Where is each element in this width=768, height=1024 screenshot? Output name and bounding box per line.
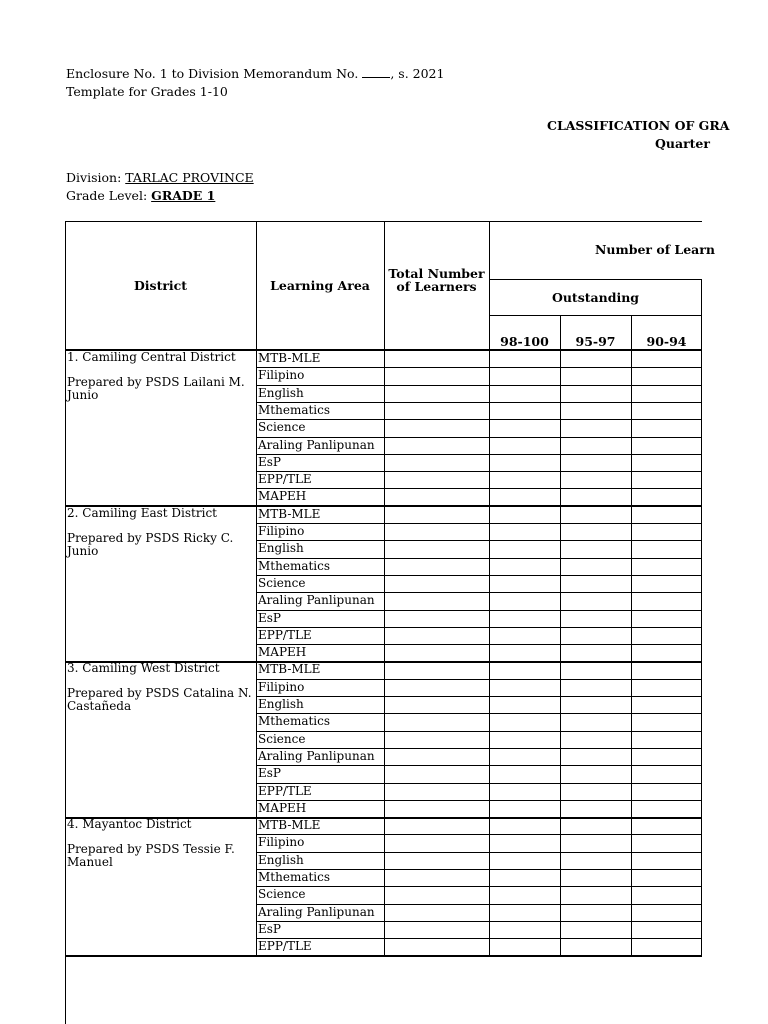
total-learners-cell[interactable]: [384, 748, 489, 765]
total-learners-cell[interactable]: [384, 817, 489, 834]
district-cell: [67, 818, 252, 869]
learning-area-cell: Science: [258, 420, 306, 435]
range-count-cell[interactable]: [489, 852, 560, 869]
total-learners-cell[interactable]: [384, 575, 489, 592]
range-count-cell[interactable]: [560, 488, 631, 505]
learning-area-cell: Mthematics: [258, 402, 331, 417]
range-count-cell[interactable]: [631, 575, 702, 592]
range-count-cell[interactable]: [489, 644, 560, 661]
total-learners-cell[interactable]: [384, 852, 489, 869]
learning-area-cell: English: [258, 852, 304, 867]
range-count-cell[interactable]: [560, 350, 631, 367]
learning-area-cell: EPP/TLE: [258, 783, 312, 798]
range-count-cell[interactable]: [631, 610, 702, 627]
district-cell: [67, 507, 252, 558]
district-cell: [67, 662, 252, 713]
total-learners-cell[interactable]: [384, 886, 489, 903]
column-divider-range-3: [701, 279, 702, 956]
district-name: 2. Camiling East District: [67, 505, 217, 520]
range-count-cell[interactable]: [489, 506, 560, 523]
total-learners-cell[interactable]: [384, 454, 489, 471]
column-header-learning-area: Learning Area: [270, 278, 370, 293]
range-count-cell[interactable]: [631, 661, 702, 678]
range-count-cell[interactable]: [631, 350, 702, 367]
total-learners-cell[interactable]: [384, 437, 489, 454]
total-learners-cell[interactable]: [384, 610, 489, 627]
range-header-2: 95-97: [575, 334, 616, 349]
range-header-3: 90-94: [646, 334, 687, 349]
range-count-cell[interactable]: [560, 506, 631, 523]
range-count-cell[interactable]: [489, 904, 560, 921]
total-learners-cell[interactable]: [384, 834, 489, 851]
learning-area-cell: Science: [258, 731, 306, 746]
range-count-cell[interactable]: [631, 817, 702, 834]
learning-area-cell: EPP/TLE: [258, 939, 312, 954]
total-learners-cell[interactable]: [384, 713, 489, 730]
range-count-cell[interactable]: [631, 592, 702, 609]
range-count-cell[interactable]: [631, 852, 702, 869]
division-line: [66, 170, 254, 185]
range-count-cell[interactable]: [631, 679, 702, 696]
range-count-cell[interactable]: [631, 644, 702, 661]
range-count-cell[interactable]: [560, 765, 631, 782]
total-learners-cell[interactable]: [384, 506, 489, 523]
range-count-cell[interactable]: [631, 419, 702, 436]
total-learners-cell[interactable]: [384, 679, 489, 696]
range-count-cell[interactable]: [560, 783, 631, 800]
range-count-cell[interactable]: [560, 644, 631, 661]
range-count-cell[interactable]: [631, 437, 702, 454]
range-count-cell[interactable]: [631, 488, 702, 505]
range-count-cell[interactable]: [489, 679, 560, 696]
range-count-cell[interactable]: [560, 627, 631, 644]
range-count-cell[interactable]: [631, 402, 702, 419]
range-count-cell[interactable]: [631, 765, 702, 782]
template-line: Template for Grades 1-10: [66, 84, 228, 99]
range-count-cell[interactable]: [560, 385, 631, 402]
range-count-cell[interactable]: [560, 886, 631, 903]
range-count-cell[interactable]: [631, 904, 702, 921]
range-count-cell[interactable]: [489, 437, 560, 454]
column-divider-district: [256, 221, 257, 956]
range-count-cell[interactable]: [560, 402, 631, 419]
range-count-cell[interactable]: [489, 713, 560, 730]
group-header-divider: [489, 279, 702, 280]
learning-area-cell: Filipino: [258, 368, 305, 383]
range-count-cell[interactable]: [489, 869, 560, 886]
learning-area-cell: MAPEH: [258, 489, 307, 504]
range-count-cell[interactable]: [489, 921, 560, 938]
district-prepared-by: Prepared by PSDS Lailani M. Junio: [67, 375, 245, 402]
column-header-total: Total Number of Learners: [388, 266, 485, 294]
range-count-cell[interactable]: [489, 592, 560, 609]
range-count-cell[interactable]: [560, 921, 631, 938]
learning-area-cell: EsP: [258, 454, 281, 469]
range-count-cell[interactable]: [631, 886, 702, 903]
range-count-cell[interactable]: [560, 540, 631, 557]
total-learners-cell[interactable]: [384, 869, 489, 886]
range-count-cell[interactable]: [489, 610, 560, 627]
range-count-cell[interactable]: [631, 938, 702, 955]
range-header-1: 98-100: [500, 334, 549, 349]
learning-area-cell: EPP/TLE: [258, 627, 312, 642]
division-value: TARLAC PROVINCE: [125, 170, 254, 185]
range-count-cell[interactable]: [560, 869, 631, 886]
range-count-cell[interactable]: [489, 402, 560, 419]
range-count-cell[interactable]: [631, 783, 702, 800]
report-subtitle: Quarter: [655, 136, 710, 151]
range-count-cell[interactable]: [489, 765, 560, 782]
range-count-cell[interactable]: [489, 385, 560, 402]
district-prepared-by: Prepared by PSDS Tessie F. Manuel: [67, 842, 235, 870]
total-learners-cell[interactable]: [384, 661, 489, 678]
grade-value: GRADE 1: [151, 188, 216, 203]
learning-area-cell: Mthematics: [258, 558, 331, 573]
range-count-cell[interactable]: [560, 592, 631, 609]
learning-area-cell: Science: [258, 575, 306, 590]
grade-line: [66, 188, 215, 203]
range-count-cell[interactable]: [489, 558, 560, 575]
range-count-cell[interactable]: [631, 748, 702, 765]
total-learners-cell[interactable]: [384, 592, 489, 609]
range-count-cell[interactable]: [489, 523, 560, 540]
learning-area-cell: MAPEH: [258, 800, 307, 815]
range-count-cell[interactable]: [489, 661, 560, 678]
learning-area-cell: Filipino: [258, 835, 305, 850]
district-prepared-by: Prepared by PSDS Catalina N. Castañeda: [67, 686, 252, 714]
range-count-cell[interactable]: [489, 575, 560, 592]
enclosure-suffix: , s. 2021: [390, 66, 445, 81]
range-count-cell[interactable]: [631, 921, 702, 938]
total-learners-cell[interactable]: [384, 402, 489, 419]
range-count-cell[interactable]: [631, 506, 702, 523]
range-count-cell[interactable]: [631, 869, 702, 886]
sub-header-divider: [489, 315, 702, 316]
range-count-cell[interactable]: [631, 558, 702, 575]
column-divider-range-2: [631, 315, 632, 956]
range-count-cell[interactable]: [560, 661, 631, 678]
range-count-cell[interactable]: [560, 558, 631, 575]
table-left-border: [65, 221, 66, 1024]
district-prepared-by: Prepared by PSDS Ricky C. Junio: [67, 530, 234, 558]
column-divider-learning-area: [384, 221, 385, 956]
enclosure-prefix: Enclosure No. 1 to Division Memorandum No.: [66, 66, 359, 81]
range-count-cell[interactable]: [560, 834, 631, 851]
range-count-cell[interactable]: [631, 454, 702, 471]
range-count-cell[interactable]: [560, 731, 631, 748]
range-count-cell[interactable]: [489, 540, 560, 557]
range-count-cell[interactable]: [560, 800, 631, 817]
total-learners-cell[interactable]: [384, 488, 489, 505]
range-count-cell[interactable]: [631, 696, 702, 713]
total-learners-cell[interactable]: [384, 558, 489, 575]
range-count-cell[interactable]: [560, 713, 631, 730]
column-divider-total: [489, 221, 490, 956]
range-count-cell[interactable]: [560, 575, 631, 592]
report-title: CLASSIFICATION OF GRA: [547, 118, 730, 133]
range-count-cell[interactable]: [631, 731, 702, 748]
range-count-cell[interactable]: [489, 783, 560, 800]
range-count-cell[interactable]: [489, 800, 560, 817]
learning-area-cell: Araling Panlipunan: [258, 904, 375, 919]
group-header-number-of-learners: Number of Learn: [595, 241, 715, 257]
range-count-cell[interactable]: [489, 731, 560, 748]
learning-area-cell: Araling Panlipunan: [258, 748, 375, 763]
range-count-cell[interactable]: [489, 488, 560, 505]
range-count-cell[interactable]: [631, 627, 702, 644]
range-count-cell[interactable]: [560, 696, 631, 713]
range-count-cell[interactable]: [560, 679, 631, 696]
learning-area-cell: Mthematics: [258, 870, 331, 884]
total-learners-cell[interactable]: [384, 938, 489, 955]
grade-label: Grade Level:: [66, 188, 148, 203]
range-count-cell[interactable]: [489, 454, 560, 471]
learning-area-cell: Science: [258, 887, 306, 902]
range-count-cell[interactable]: [560, 748, 631, 765]
total-learners-cell[interactable]: [384, 904, 489, 921]
range-count-cell[interactable]: [631, 713, 702, 730]
learning-area-cell: Filipino: [258, 679, 305, 694]
range-count-cell[interactable]: [560, 904, 631, 921]
district-cell: [67, 351, 252, 402]
range-count-cell[interactable]: [489, 696, 560, 713]
total-learners-cell[interactable]: [384, 350, 489, 367]
total-learners-cell[interactable]: [384, 765, 489, 782]
sub-header-outstanding: Outstanding: [551, 289, 640, 305]
range-count-cell[interactable]: [631, 471, 702, 488]
learning-area-cell: English: [258, 541, 304, 556]
district-name: 3. Camiling West District: [67, 661, 220, 676]
learning-area-cell: MTB-MLE: [258, 351, 321, 365]
range-count-cell[interactable]: [489, 886, 560, 903]
range-count-cell[interactable]: [560, 938, 631, 955]
range-count-cell[interactable]: [489, 834, 560, 851]
total-learners-cell[interactable]: [384, 471, 489, 488]
learning-area-cell: MTB-MLE: [258, 662, 321, 677]
range-count-cell[interactable]: [489, 627, 560, 644]
total-learners-cell[interactable]: [384, 800, 489, 817]
range-count-cell[interactable]: [560, 419, 631, 436]
range-count-cell[interactable]: [631, 834, 702, 851]
range-count-cell[interactable]: [560, 610, 631, 627]
column-header-district: District: [133, 278, 188, 293]
learning-area-cell: Filipino: [258, 524, 305, 538]
range-count-cell[interactable]: [560, 437, 631, 454]
total-learners-cell[interactable]: [384, 921, 489, 938]
range-count-cell[interactable]: [489, 350, 560, 367]
range-count-cell[interactable]: [631, 800, 702, 817]
range-count-cell[interactable]: [631, 385, 702, 402]
learning-area-cell: Mthematics: [258, 714, 331, 729]
total-learners-cell[interactable]: [384, 696, 489, 713]
district-spacer: [67, 520, 252, 532]
learning-area-cell: EsP: [258, 610, 281, 625]
column-divider-range-1: [560, 315, 561, 956]
total-learners-cell[interactable]: [384, 540, 489, 557]
total-learners-cell[interactable]: [384, 523, 489, 540]
learning-area-cell: EPP/TLE: [258, 472, 312, 487]
title-block: [547, 118, 768, 158]
range-count-cell[interactable]: [560, 817, 631, 834]
range-count-cell[interactable]: [489, 748, 560, 765]
total-learners-cell[interactable]: [384, 731, 489, 748]
range-count-cell[interactable]: [560, 367, 631, 384]
learning-area-cell: MAPEH: [258, 645, 307, 660]
range-count-cell[interactable]: [560, 523, 631, 540]
learning-area-cell: EsP: [258, 921, 281, 936]
learning-area-cell: Araling Panlipunan: [258, 593, 375, 608]
learning-area-cell: English: [258, 697, 304, 711]
total-learners-cell[interactable]: [384, 419, 489, 436]
learning-area-cell: MTB-MLE: [258, 506, 321, 521]
learning-area-cell: English: [258, 385, 304, 400]
total-learners-cell[interactable]: [384, 783, 489, 800]
total-learners-cell[interactable]: [384, 644, 489, 661]
range-count-cell[interactable]: [631, 367, 702, 384]
range-count-cell[interactable]: [560, 454, 631, 471]
range-count-cell[interactable]: [489, 367, 560, 384]
memo-number-blank: [362, 67, 390, 78]
total-learners-cell[interactable]: [384, 385, 489, 402]
division-label: Division:: [66, 170, 122, 185]
range-count-cell[interactable]: [560, 471, 631, 488]
total-learners-cell[interactable]: [384, 627, 489, 644]
range-count-cell[interactable]: [489, 938, 560, 955]
range-count-cell[interactable]: [560, 852, 631, 869]
district-name: 4. Mayantoc District: [67, 817, 192, 832]
classification-table: [65, 221, 715, 1024]
range-count-cell[interactable]: [631, 540, 702, 557]
district-name: 1. Camiling Central District: [67, 350, 236, 364]
range-count-cell[interactable]: [489, 419, 560, 436]
learning-area-cell: EsP: [258, 766, 281, 781]
range-count-cell[interactable]: [489, 817, 560, 834]
learning-area-cell: MTB-MLE: [258, 818, 321, 833]
range-count-cell[interactable]: [489, 471, 560, 488]
enclosure-line: [66, 66, 444, 81]
total-learners-cell[interactable]: [384, 367, 489, 384]
learning-area-cell: Araling Panlipunan: [258, 437, 375, 452]
range-count-cell[interactable]: [631, 523, 702, 540]
